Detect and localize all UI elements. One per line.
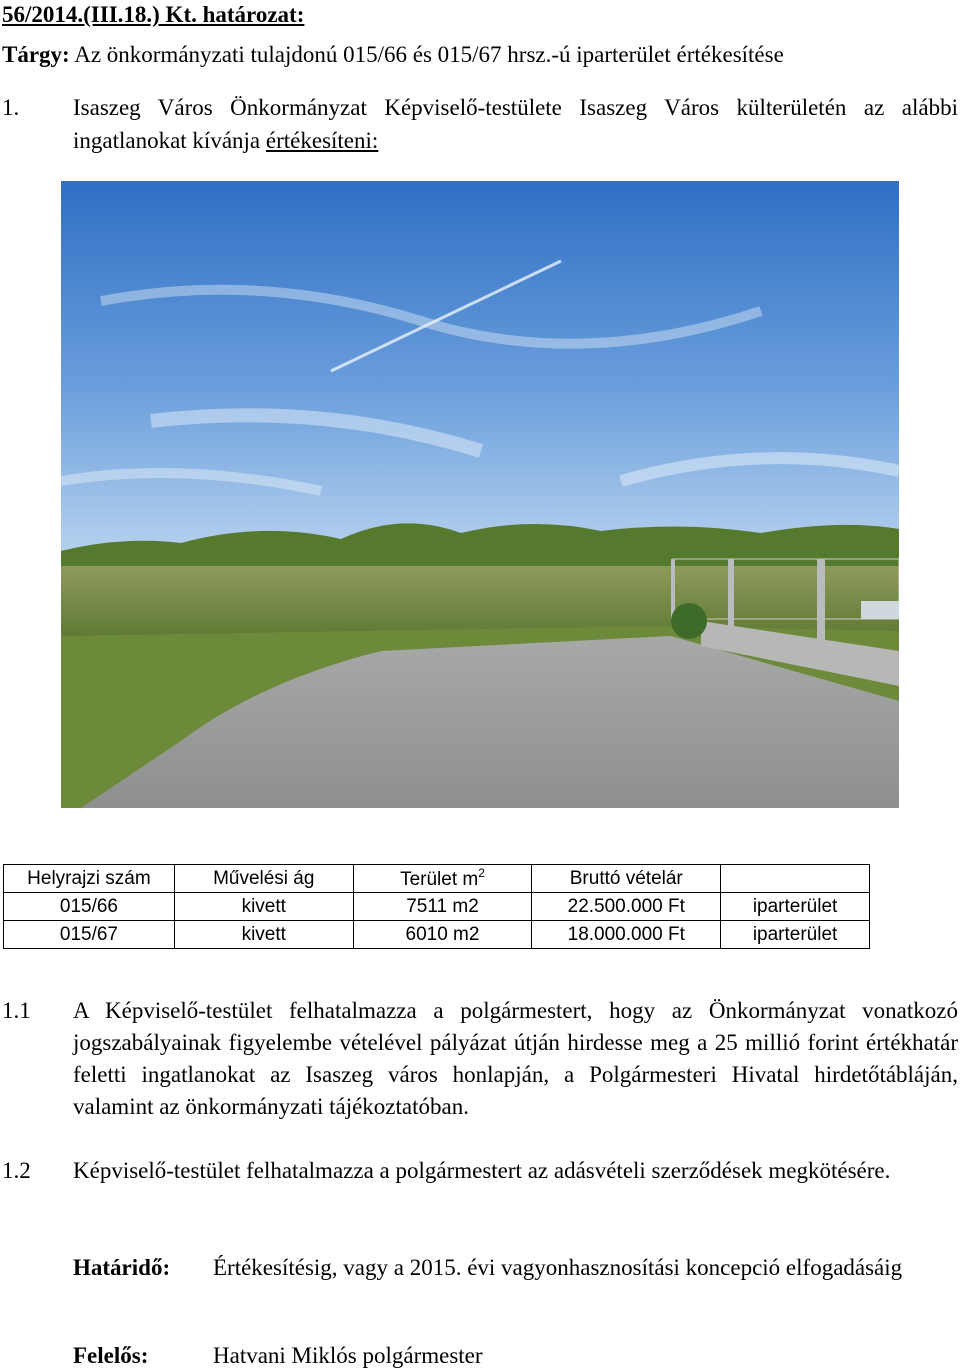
header-lot-number: Helyrajzi szám [4, 865, 175, 893]
cell-gross-price: 22.500.000 Ft [532, 893, 721, 921]
header-gross-price: Bruttó vételár [532, 865, 721, 893]
table-row [4, 921, 870, 949]
item-1-paragraph [2, 91, 958, 157]
responsible-block [73, 1339, 953, 1372]
item-1-1-paragraph [2, 995, 958, 1123]
subject-line [2, 42, 784, 68]
cell-area: 6010 m2 [353, 921, 532, 949]
item-1-2-text: Képviselő-testület felhatalmazza a polgármestert az adásvételi szerződések megkötésére. [73, 1158, 891, 1183]
header-empty [721, 865, 870, 893]
header-cultivation: Művelési ág [174, 865, 353, 893]
deadline-value: Értékesítésig, vagy a 2015. évi vagyonhasznosítási koncepció elfogadásáig [213, 1255, 903, 1280]
item-1-text: Isaszeg Város Önkormányzat Képviselő-testülete Isaszeg Város külterületén az alábbi ingatlanokat kívánja [73, 95, 958, 153]
subject-text: Az önkormányzati tulajdonú 015/66 és 015/67 hrsz.-ú iparterület értékesítése [74, 42, 784, 67]
item-1-1-number: 1.1 [2, 998, 31, 1023]
resolution-heading: 56/2014.(III.18.) Kt. határozat: [2, 2, 305, 27]
deadline-label: Határidő: [73, 1255, 171, 1280]
item-1-underlined-word: értékesíteni: [265, 128, 379, 153]
item-1-number: 1. [2, 95, 20, 120]
item-1-1-text: A Képviselő-testület felhatalmazza a polgármestert, hogy az Önkormányzat vonatkozó jogszabályainak figyelembe vételével pályázat útján hirdesse meg a 25 millió forint értékhatár feletti ingatlanokat az Isaszeg város honlapján, a Polgármesteri Hivatal hirdetőtábláján, valamint az önkormányzati tájékoztatóban. [73, 998, 958, 1119]
deadline-block [73, 1251, 953, 1284]
property-photo-image [61, 181, 899, 808]
cell-zone: iparterület [721, 893, 870, 921]
cell-cultivation: kivett [174, 893, 353, 921]
property-photo [61, 181, 899, 808]
responsible-value: Hatvani Miklós polgármester [213, 1343, 483, 1368]
table-row [4, 893, 870, 921]
subject-label: Tárgy: [2, 42, 70, 67]
header-area: Terület $m^2$ [353, 865, 532, 893]
table-header-row [4, 865, 870, 893]
cell-lot-number: 015/67 [4, 921, 175, 949]
cell-zone: iparterület [721, 921, 870, 949]
item-1-2-paragraph [2, 1155, 958, 1187]
cell-area: 7511 m2 [353, 893, 532, 921]
property-table [3, 864, 870, 949]
responsible-label: Felelős: [73, 1343, 149, 1368]
cell-cultivation: kivett [174, 921, 353, 949]
item-1-2-number: 1.2 [2, 1158, 31, 1183]
cell-gross-price: 18.000.000 Ft [532, 921, 721, 949]
area-superscript: 2 [478, 866, 485, 880]
cell-lot-number: 015/66 [4, 893, 175, 921]
